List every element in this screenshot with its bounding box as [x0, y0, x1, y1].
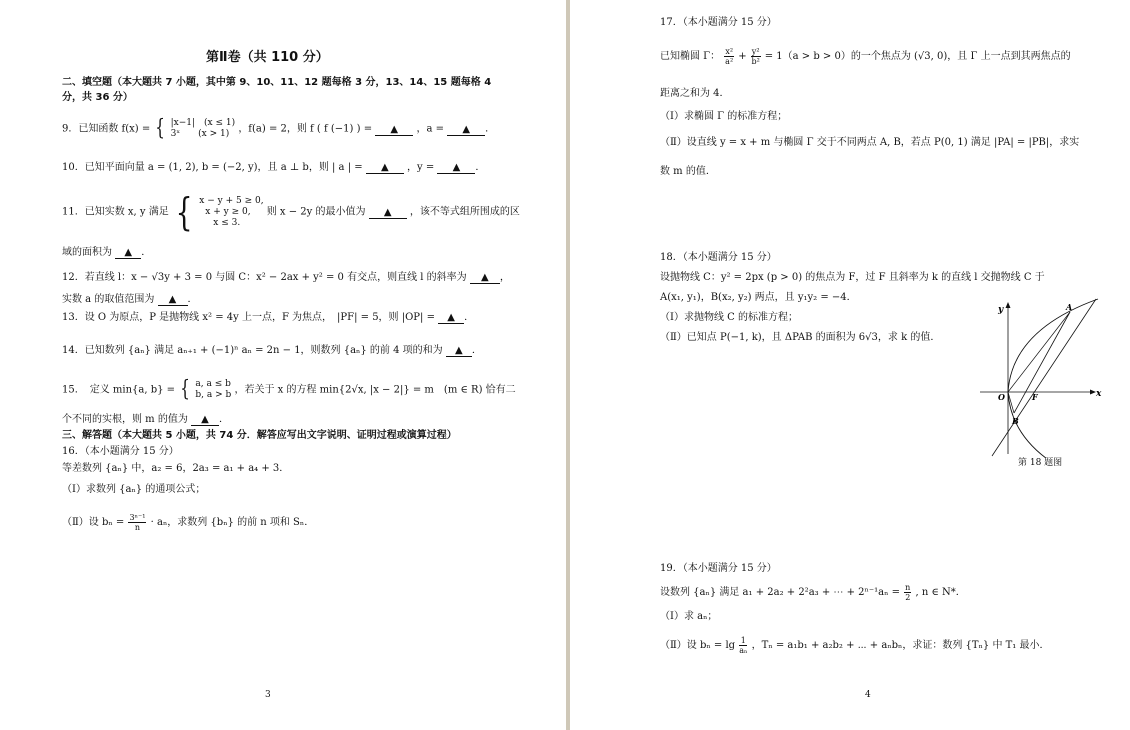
triangle-icon: ▲ — [462, 123, 471, 135]
question-15-cont: 个不同的实根，则 m 的值为 ▲ ． — [62, 414, 230, 425]
fill-in-heading: 二、填空题（本大题共 7 小题，其中第 9、10、11、12 题每格 3 分，13、14、15 题每格 4 — [62, 77, 492, 88]
question-17-header: 17．（本小题满分 15 分） — [660, 17, 777, 28]
q13-text: 13．设 O 为原点，P 是抛物线 x² = 4y 上一点，F 为焦点， |PF| = 5，则 |OP| = — [62, 312, 435, 323]
brace-icon: { — [155, 116, 166, 141]
fraction-numerator: 3ⁿ⁻¹ — [129, 513, 146, 522]
q17-fraction-x — [724, 47, 734, 66]
q19-fraction-2 — [739, 636, 747, 655]
question-18-stem: 设抛物线 C：y² = 2px (p > 0) 的焦点为 F，过 F 且斜率为 k 的直线 l 交抛物线 C 于 — [660, 272, 1045, 283]
q19-text: 设数列 {aₙ} 满足 a₁ + 2a₂ + 2²a₃ + ⋯ + 2ⁿ⁻¹aₙ = — [660, 587, 900, 598]
question-16-stem: 等差数列 {aₙ} 中，a₂ = 6，2a₃ = a₁ + a₄ + 3． — [62, 463, 290, 474]
q15-text: 15． 定义 min{a, b} = — [62, 384, 176, 396]
triangle-icon: ▲ — [480, 272, 489, 283]
question-12: 12．若直线 l：x − √3y + 3 = 0 与圆 C：x² − 2ax + y² = 0 有交点，则直线 l 的斜率为 ▲ ， — [62, 272, 510, 283]
q11-cases — [199, 196, 263, 229]
q19-text-4: ，Tₙ = a₁b₁ + a₂b₂ + ⋯ + aₙbₙ，求证：数列 {Tₙ} 中 T₁ 最小． — [751, 640, 1050, 651]
answer-blank[interactable] — [366, 163, 404, 174]
answer-blank[interactable] — [446, 346, 472, 357]
fraction-denominator: a² — [725, 57, 734, 66]
answer-blank[interactable] — [447, 125, 485, 136]
question-17-part-2-cont: 数 m 的值． — [660, 166, 716, 177]
triangle-icon: ▲ — [124, 247, 133, 258]
q17-text: 已知椭圆 Γ： — [660, 51, 721, 62]
question-19-part-2 — [660, 636, 1050, 655]
q12-text-2: 实数 a 的取值范围为 — [62, 294, 155, 305]
q11-constraint-2: x + y ≥ 0, — [205, 206, 251, 217]
question-18-part-2: （Ⅱ）已知点 P(−1, k)，且 ΔPAB 的面积为 6√3，求 k 的值． — [660, 332, 941, 343]
question-17-part-2: （Ⅱ）设直线 y = x + m 与椭圆 Γ 交于不同两点 A, B，若点 P(0, 1) 满足 |PA| = |PB|，求实 — [660, 137, 1080, 148]
point-b-label: B — [1012, 416, 1019, 426]
triangle-icon: ▲ — [380, 162, 389, 173]
q17-text-2: = 1（a > b > 0）的一个焦点为 (√3, 0)，且 Γ 上一点到其两焦点的 — [764, 51, 1071, 62]
parabola-curve — [1008, 299, 1098, 458]
answer-blank[interactable] — [369, 208, 407, 219]
q11-text-3: ，该不等式组所围成的区 — [409, 206, 520, 218]
q16-text: （Ⅱ）设 bₙ = — [62, 517, 125, 528]
question-18-part-1: （Ⅰ）求抛物线 C 的标准方程； — [660, 312, 798, 323]
question-12-cont: 实数 a 的取值范围为 ▲ ． — [62, 294, 198, 305]
question-19-stem — [660, 583, 966, 602]
answer-blank[interactable] — [437, 163, 475, 174]
focus-label: F — [1032, 392, 1038, 402]
parabola-figure — [978, 296, 1104, 458]
y-axis-label: y — [998, 305, 1004, 315]
fraction-numerator: y² — [751, 47, 760, 56]
triangle-icon: ▲ — [168, 294, 177, 305]
fraction-denominator: 2 — [905, 593, 911, 602]
fraction-denominator: n — [134, 523, 141, 532]
line-l — [992, 299, 1096, 456]
question-19-part-1: （Ⅰ）求 aₙ； — [660, 611, 718, 622]
q19-text-2: , n ∈ N*． — [915, 587, 966, 598]
q11-constraint-1: x − y + 5 ≥ 0, — [199, 195, 264, 206]
question-18-header: 18．（本小题满分 15 分） — [660, 252, 777, 263]
question-11-cont: 域的面积为 ▲ ． — [62, 247, 152, 258]
triangle-icon: ▲ — [383, 206, 392, 218]
q9-cases — [171, 118, 236, 140]
q11-constraint-3: x ≤ 3. — [213, 217, 241, 228]
answer-blank[interactable] — [158, 295, 188, 306]
q9-text-2: ，f(a) = 2，则 f ( f (−1) ) = — [238, 123, 373, 135]
q15-case-1: a, a ≤ b — [195, 379, 231, 389]
q16-text-2: · aₙ，求数列 {bₙ} 的前 n 项和 Sₙ． — [150, 517, 315, 528]
question-19-header: 19．（本小题满分 15 分） — [660, 563, 777, 574]
origin-label: O — [998, 392, 1005, 402]
y-arrow-icon — [1006, 302, 1011, 308]
question-16-header: 16．（本小题满分 15 分） — [62, 446, 179, 457]
x-axis-label: x — [1096, 389, 1102, 399]
answer-blank[interactable] — [375, 125, 413, 136]
question-13: 13．设 O 为原点，P 是抛物线 x² = 4y 上一点，F 为焦点， |PF| = 5，则 |OP| = ▲ ． — [62, 312, 475, 323]
q19-fraction — [904, 583, 911, 602]
right-page — [570, 0, 1130, 730]
point-a-label: A — [1066, 302, 1073, 312]
question-10: 10．已知平面向量 a = (1, 2), b = (−2, y)，且 a ⊥ b，则 | a | = ▲ ，y = ▲ ． — [62, 162, 486, 173]
q12-text: 12．若直线 l：x − √3y + 3 = 0 与圆 C：x² − 2ax + y² = 0 有交点，则直线 l 的斜率为 — [62, 272, 467, 283]
fraction-denominator: b² — [751, 57, 760, 66]
page-number: 3 — [265, 690, 271, 700]
answer-blank[interactable] — [191, 415, 219, 426]
q9-text: 9．已知函数 f(x) = — [62, 123, 151, 135]
fraction-numerator: n — [905, 583, 911, 592]
question-18-stem-cont: A(x₁, y₁)，B(x₂, y₂) 两点，且 y₁y₂ = −4． — [660, 292, 857, 303]
q15-cases — [195, 379, 231, 401]
question-16-part-1: （Ⅰ）求数列 {aₙ} 的通项公式； — [62, 484, 206, 495]
triangle-icon: ▲ — [447, 312, 455, 323]
triangle-icon: ▲ — [452, 162, 461, 173]
q10-text-2: ，y = — [407, 162, 435, 173]
q11-text: 11．已知实数 x, y 满足 — [62, 206, 169, 218]
question-15 — [62, 379, 516, 401]
section-title: 第Ⅱ卷（共 110 分） — [206, 50, 329, 65]
fraction-numerator: 1 — [740, 636, 746, 645]
q15-case-2: b, a > b — [195, 390, 232, 400]
brace-icon: { — [175, 190, 193, 234]
figure-caption: 第 18 题图 — [1018, 458, 1063, 468]
question-14: 14．已知数列 {aₙ} 满足 aₙ₊₁ + (−1)ⁿ aₙ = 2n − 1，则数列 {aₙ} 的前 4 项的和为 ▲ ． — [62, 345, 482, 356]
answer-blank[interactable] — [470, 273, 500, 284]
answer-blank[interactable] — [115, 248, 141, 259]
fraction-numerator: x² — [725, 47, 734, 56]
question-9: 9．已知函数 f(x) = { |x−1| (x ≤ 1) 3ˣ (x > 1) ，f(a) = 2，则 f ( f (−1) ) = ▲ ，a = ▲ ． — [62, 116, 496, 141]
question-17-stem-cont: 距离之和为 4． — [660, 88, 730, 99]
q9-text-3: ，a = — [416, 123, 444, 135]
q11-text-4: 域的面积为 — [62, 247, 112, 258]
q17-fraction-y — [751, 47, 761, 66]
q15-text-3: 个不同的实根，则 m 的值为 — [62, 414, 188, 425]
answer-section-heading: 三、解答题（本大题共 5 小题，共 74 分．解答应写出文字说明、证明过程或演算过程） — [62, 430, 457, 441]
q11-text-2: 则 x − 2y 的最小值为 — [266, 206, 366, 218]
plus-sign: + — [738, 51, 747, 62]
brace-icon: { — [180, 377, 191, 402]
q14-text: 14．已知数列 {aₙ} 满足 aₙ₊₁ + (−1)ⁿ aₙ = 2n − 1，则数列 {aₙ} 的前 4 项的和为 — [62, 345, 443, 356]
page-number: 4 — [865, 690, 871, 700]
question-11 — [62, 190, 520, 234]
q16-fraction — [128, 513, 146, 532]
q19-text-3: （Ⅱ）设 bₙ = lg — [660, 640, 736, 651]
answer-blank[interactable] — [438, 313, 464, 324]
chord-ab — [1014, 312, 1070, 413]
q9-case-2: 3ˣ (x > 1) — [170, 129, 230, 139]
q15-text-2: ，若关于 x 的方程 min{2√x, |x − 2|} = m (m ∈ R) 恰有二 — [234, 384, 516, 396]
q9-case-1: |x−1| (x ≤ 1) — [170, 118, 236, 128]
question-17-part-1: （Ⅰ）求椭圆 Γ 的标准方程； — [660, 111, 788, 122]
question-16-part-2 — [62, 513, 314, 532]
q10-text: 10．已知平面向量 a = (1, 2), b = (−2, y)，且 a ⊥ b，则 | a | = — [62, 162, 363, 173]
fraction-denominator: aₙ — [739, 646, 748, 655]
triangle-icon: ▲ — [454, 345, 463, 356]
question-17-stem — [660, 47, 1071, 66]
fill-in-heading-cont: 分，共 36 分） — [62, 92, 133, 103]
triangle-icon: ▲ — [201, 414, 209, 425]
triangle-icon: ▲ — [390, 123, 399, 135]
